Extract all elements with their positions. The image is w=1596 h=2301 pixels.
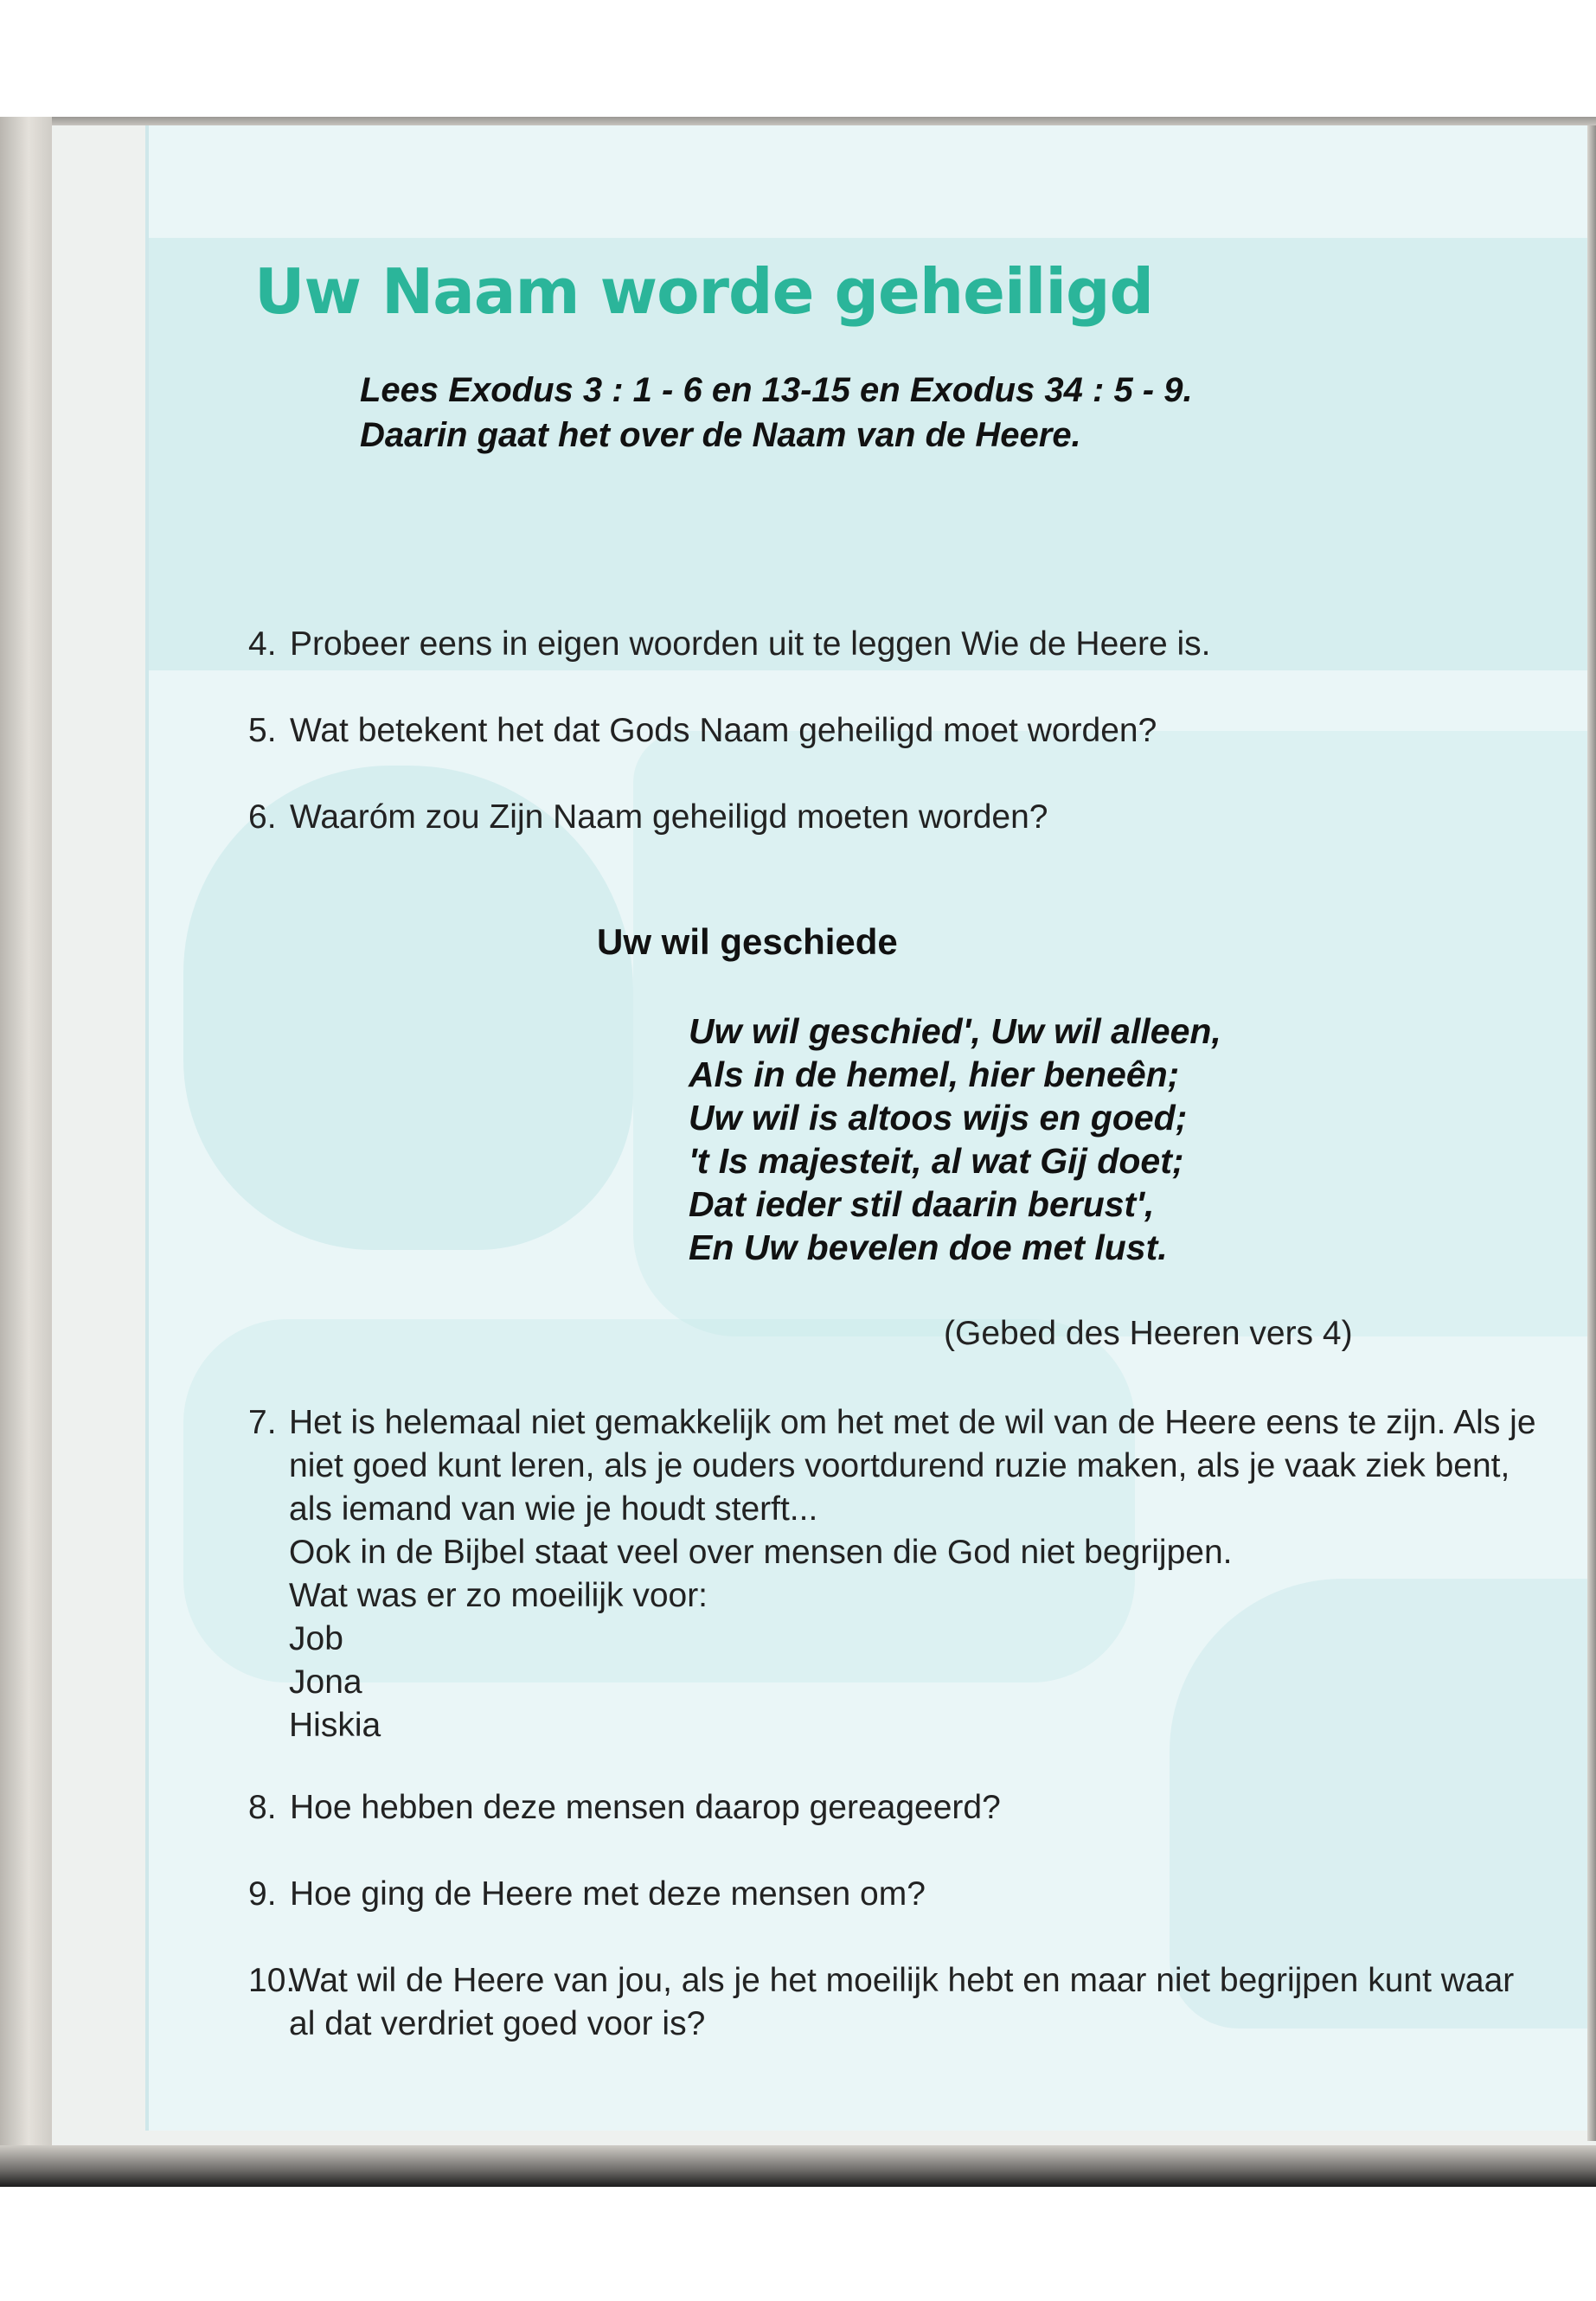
poem [689,1009,1221,1269]
reading-instruction-line: Daarin gaat het over de Naam van de Heere. [360,416,1081,454]
question-number: 9. [248,1875,277,1913]
question-line: Ook in de Bijbel staat veel over mensen die God niet begrijpen. [289,1534,1233,1571]
reading-instruction-line: Lees Exodus 3 : 1 - 6 en 13-15 en Exodus 34 : 5 - 9. [360,371,1193,409]
question-8 [248,1786,1001,1830]
question-number: 10. [248,1962,296,1999]
question-7-number [248,1401,290,1445]
poem-line: 't Is majesteit, al wat Gij doet; [689,1141,1184,1181]
question-number: 5. [248,712,277,749]
question-text: Wat betekent het dat Gods Naam geheiligd moet worden? [290,712,1157,749]
question-10-number [248,1959,296,2003]
book-spine [0,117,52,2184]
question-4 [248,623,1210,666]
question-6 [248,796,1048,839]
question-line: Job [289,1620,343,1657]
question-line: Hiskia [289,1707,381,1744]
question-line: als iemand van wie je houdt sterft... [289,1490,818,1528]
question-text: Waaróm zou Zijn Naam geheiligd moeten worden? [290,798,1048,836]
poem-line: Dat ieder stil daarin berust', [689,1184,1155,1224]
question-number: 4. [248,625,277,663]
question-line: Het is helemaal niet gemakkelijk om het met de wil van de Heere eens te zijn. Als je [289,1404,1536,1441]
section-subheading: Uw wil geschiede [597,921,898,962]
question-10 [289,1959,1514,2046]
question-number: 8. [248,1789,277,1826]
page-content [149,125,1596,2131]
question-5 [248,709,1157,753]
question-line: Wat wil de Heere van jou, als je het moeilijk hebt en maar niet begrijpen kunt waar [289,1962,1515,1999]
book-edge-right [1587,125,1596,2141]
poem-line: En Uw bevelen doe met lust. [689,1227,1168,1267]
question-line: Jona [289,1663,362,1701]
question-text: Hoe ging de Heere met deze mensen om? [290,1875,926,1913]
page-title: Uw Naam worde geheiligd [254,255,1154,328]
book-edge-bottom [0,2145,1596,2187]
question-line: al dat verdriet goed voor is? [289,2005,706,2042]
question-number: 6. [248,798,277,836]
question-number: 7. [248,1404,277,1441]
reading-instruction [360,368,1193,458]
question-line: Wat was er zo moeilijk voor: [289,1577,708,1614]
question-9 [248,1873,926,1916]
question-7 [289,1401,1536,1747]
poem-line: Uw wil is altoos wijs en goed; [689,1098,1188,1138]
page [145,125,1596,2131]
question-text: Probeer eens in eigen woorden uit te leggen Wie de Heere is. [290,625,1211,663]
question-line: niet goed kunt leren, als je ouders voortdurend ruzie maken, als je vaak ziek bent, [289,1447,1510,1484]
question-text: Hoe hebben deze mensen daarop gereageerd? [290,1789,1001,1826]
poem-line: Als in de hemel, hier beneên; [689,1054,1180,1094]
poem-source: (Gebed des Heeren vers 4) [944,1315,1353,1352]
poem-line: Uw wil geschied', Uw wil alleen, [689,1011,1221,1051]
